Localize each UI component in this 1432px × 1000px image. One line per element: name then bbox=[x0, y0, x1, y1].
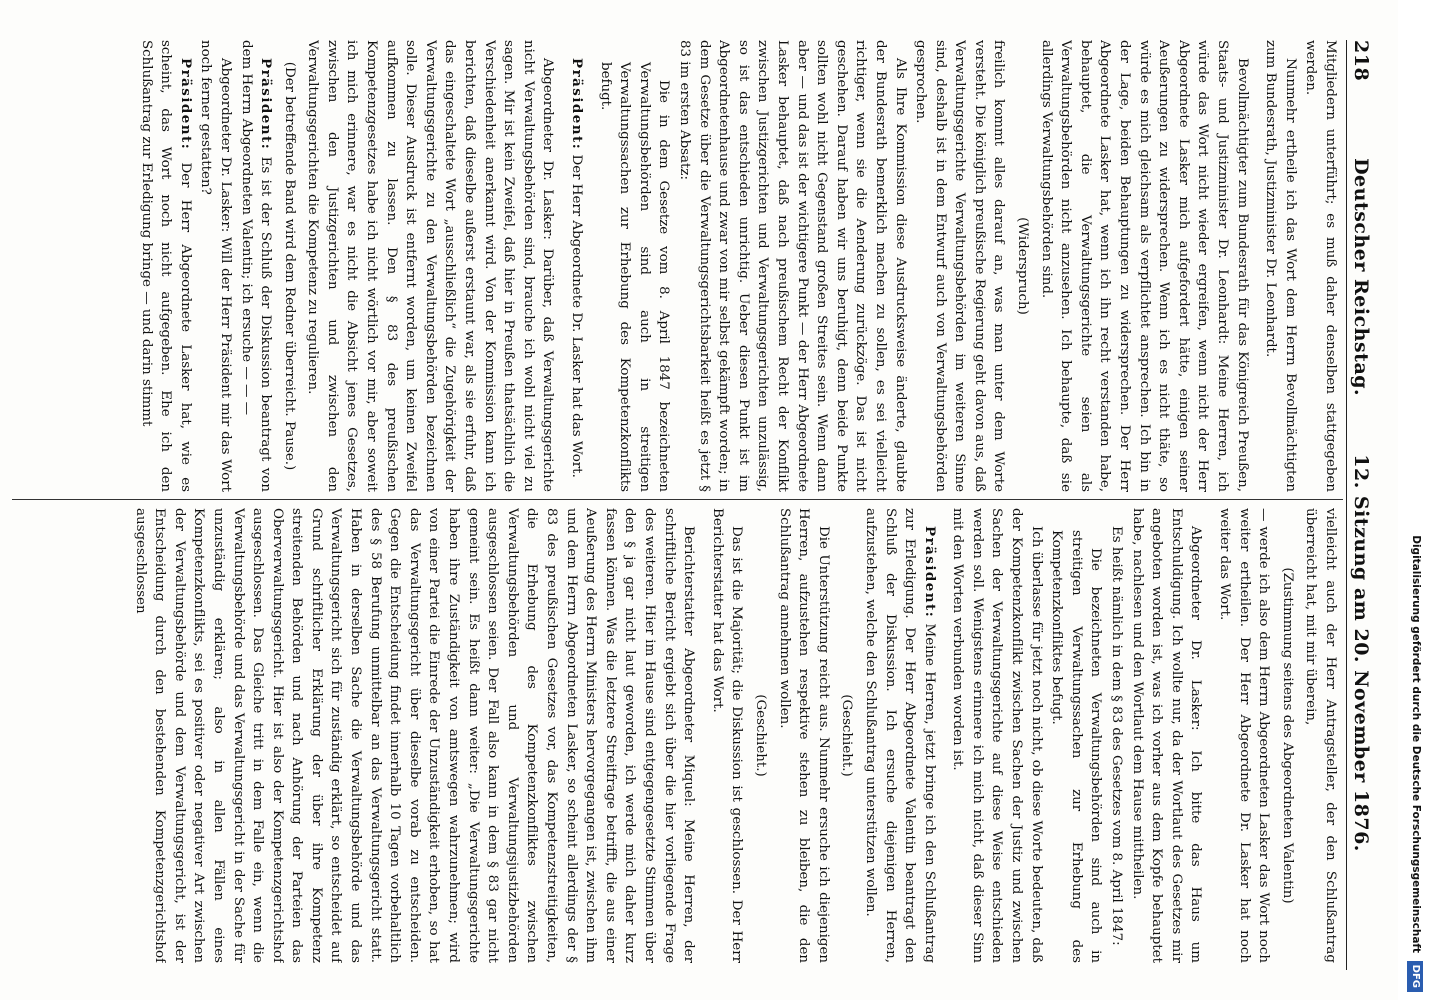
paragraph-text: Es heißt nämlich in dem § 83 des Gesetzes vom 8. April 1847: bbox=[1109, 526, 1125, 946]
stage-direction bbox=[750, 508, 770, 963]
paragraph-text: Mitgliedern unterführt; es muß daher denselben stattgegeben werden. bbox=[1303, 40, 1338, 492]
paragraph-gap bbox=[1205, 508, 1213, 963]
paragraph bbox=[130, 508, 698, 963]
paragraph bbox=[674, 40, 909, 492]
paragraph bbox=[566, 40, 586, 492]
paragraph-text: Die in dem Gesetze vom 8. April 1847 bezeichneten Verwaltungsbehörden sind auch in streitigen Verwaltungssachen zur Erhebung des Kompetenzkonflikts befugt. bbox=[597, 62, 672, 492]
paragraph bbox=[1261, 40, 1300, 492]
speaker-label: Präsident: bbox=[569, 58, 586, 151]
stage-direction bbox=[279, 40, 299, 492]
left-column bbox=[10, 40, 1340, 492]
paragraph-gap bbox=[698, 508, 706, 963]
paragraph-gap bbox=[557, 40, 565, 492]
paragraph-text: — werde ich also dem Herrn Abgeordneten Lasker das Wort noch weiter ertheilen. Der Herr Abgeordnete Dr. Lasker hat noch weiter das Wort. bbox=[1217, 508, 1272, 963]
paragraph-text: Abgeordneter Dr. Lasker: Will der Herr Präsident mir das Wort noch ferner gestatten? bbox=[198, 40, 233, 492]
speaker-label: Präsident: bbox=[921, 526, 938, 619]
paragraph bbox=[1301, 508, 1340, 963]
law-quote bbox=[1047, 530, 1106, 963]
paragraph-gap bbox=[586, 40, 594, 492]
paragraph-text: Ich überlasse für jetzt noch nicht, ob diese Worte bedeuten, daß der Kompetenzkonflikt zwischen Sachen der Justiz und zwischen Sachen der Verwaltungsgerichte auf diese Weise entschieden werden soll. Wenigstens erinnere ich mich nicht, daß dieser Sinn mit den Worten verbunden worden ist. bbox=[950, 508, 1044, 963]
paragraph-text: Als Ihre Kommission diese Ausdrucksweise änderte, glaubte der Bundesrath bemerklich machen zu sollen, es sei vielleicht richtiger, wenn sie die Aenderung zurückzöge. Das ist nicht geschehen. Darauf haben wir uns beruhigt, denn beide Punkte sollten wohl nicht Gegenstand großen Streites sein. Wenn dann aber — und das ist der wichtigere Punkt — der Herr Abgeordnete Lasker behauptet, daß nach preußischem Recht der Konflikt zwischen Justizgerichten und Verwaltungsgerichten unzulässig, so ist das entschieden unrichtig. Ueber diesen Punkt ist im Abgeordnetenhause und zwar von mir selbst gekämpft worden; in dem Gesetze über die Verwaltungsgerichtsbarkeit heißt es jetzt § 83 im ersten Absatz: bbox=[677, 40, 908, 492]
dfg-logo: DFG bbox=[1407, 961, 1423, 992]
column-divider bbox=[12, 499, 1343, 500]
paragraph-text: Die bezeichneten Verwaltungsbehörden sind auch in streitigen Verwaltungssachen zur Erhebung des Kompetenzkonfliktes befugt. bbox=[1049, 530, 1104, 963]
paragraph-text: Es ist der Schluß der Diskussion beantragt von dem Herrn Abgeordneten Valentin; ich ersuche — — — bbox=[238, 40, 274, 492]
paragraph-text: (Widerspruch) bbox=[1015, 217, 1031, 315]
paragraph-text: freilich kommt alles darauf an, was man unter dem Worte versteht. Die königlich preußische Regierung geht davon aus, daß Verwaltungsgerichte Verwaltungsbehörden im weiteren Sinne sind, deshalb ist in dem Entwurf auch von Verwaltungsbehörden gesprochen. bbox=[913, 40, 1007, 492]
speaker-label: Präsident: bbox=[258, 58, 275, 151]
paragraph bbox=[1036, 40, 1252, 492]
paragraph bbox=[236, 40, 275, 492]
digitization-text: Digitalisierung gefördert durch die Deutsche Forschungsgemeinschaft bbox=[1410, 535, 1422, 953]
paragraph-text: (Geschieht.) bbox=[839, 694, 855, 777]
paragraph-text: Das ist die Majorität; die Diskussion ist geschlossen. Der Herr Berichterstatter hat das Wort. bbox=[709, 508, 745, 963]
paragraph bbox=[303, 40, 558, 492]
page-header bbox=[1346, 40, 1390, 970]
stage-direction bbox=[837, 508, 857, 963]
paragraph bbox=[774, 508, 833, 963]
paragraph-text: Abgeordneter Dr. Lasker: Ich bitte das Haus um Entschuldigung. Ich wollte nur, da der Wortlaut des Gesetzes mir angeboten worden ist, was ich vorher aus dem Kopfe behauptet habe, nachlesen und den Wortlaut dem Hause mittheilen. bbox=[1129, 508, 1204, 963]
paragraph-text: vielleicht auch der Herr Antragsteller, der den Schlußantrag überreicht hat, mit mir überein, bbox=[1303, 508, 1338, 963]
paragraph bbox=[860, 508, 938, 963]
paragraph-gap bbox=[939, 508, 947, 963]
digitization-note bbox=[1403, 8, 1429, 992]
paragraph bbox=[1214, 508, 1273, 963]
page-number: 218 bbox=[1350, 40, 1372, 82]
paragraph bbox=[1127, 508, 1205, 963]
right-column bbox=[10, 508, 1340, 963]
paragraph-text: Der Herr Abgeordnete Dr. Lasker hat das Wort. bbox=[569, 154, 585, 478]
paragraph bbox=[1301, 40, 1340, 492]
paragraph-text: (Zustimmung seitens des Abgeordneten Valentin) bbox=[1279, 567, 1295, 904]
paragraph-text: Nunmehr ertheile ich das Wort dem Herrn Bevollmächtigten zum Bundesrath, Justizminister Dr. Leonhardt. bbox=[1263, 40, 1298, 492]
speaker-label: Präsident: bbox=[177, 58, 194, 151]
session-title: 12. Sitzung am 20. November 1876. bbox=[1350, 454, 1372, 852]
stage-direction bbox=[1013, 40, 1033, 492]
paragraph-text: Bevollmächtigter zum Bundesrath für das Königreich Preußen, Staats- und Justizminister Dr. Leonhardt: Meine Herren, ich würde das Wort nicht wieder ergreifen, wenn nicht der Herr Abgeordnete Lasker mich aufgefordert hätte, einigen seiner Aeußerungen zu widersprechen. Wenn ich es nicht thäte, so würde es mich gleichsam als verpflichtet ansprechen. Ich bin in der Lage, beiden Behauptungen zu widersprechen. Der Herr Abgeordnete Lasker hat, wenn ich ihn recht verstanden habe, behauptet, die Verwaltungsgerichte seien als Verwaltungsbehörden nicht anzusehen. Ich behaupte, daß sie allerdings Verwaltungsbehörden sind. bbox=[1038, 40, 1250, 492]
law-quote bbox=[595, 62, 673, 492]
paragraph bbox=[136, 40, 195, 492]
paragraph bbox=[911, 40, 1009, 492]
paragraph-text: Berichterstatter Abgeordneter Miquel: Meine Herren, der schriftliche Bericht ergiebt sich über die hier vorliegende Frage des weiteren. Hier im Hause sind entgegengesetzte Stimmen über den § ja gar nicht laut geworden, ich werde mich daher kurz fassen können. Was die letztere Streitfrage betrifft, die aus einer Aeußerung des Herrn Ministers hervorgegangen ist, zwischen ihm und dem Herrn Abgeordneten Lasker, so scheint allerdings der § 83 des preußischen Gesetzes vor, das Kompetenzstreitigkeiten, die Erhebung des Kompetenzkonfliktes zwischen Verwaltungsbehörden und Verwaltungsjustizbehörden ausgeschlossen seien. Der Fall also kann in dem § 83 gar nicht gemeint sein. Es heißt dann weiter: „Die Verwaltungsgerichte haben ihre Zuständigkeit von amtswegen wahrzunehmen; wird von einer Partei die Einrede der Unzuständigkeit erhoben, so hat das Verwaltungsgericht über dieselbe vorab zu entscheiden. Gegen die Entscheidung findet innerhalb 10 Tagen vorbehaltlich des § 58 Berufung unmittelbar an das Verwaltungsgericht statt. Haben in derselben Sache die Verwaltungsbehörde und das Verwaltungsgericht sich für zuständig erklärt, so entscheidet auf Grund schriftlicher Erklärung der über ihre Kompetenz streitenden Behörden und nach Anhörung der Parteien das Oberverwaltungsgericht. Hier ist also der Kompetenzgerichtshof ausgeschlossen. Das Gleiche tritt in dem Falle ein, wenn die Verwaltungsbehörde und das Verwaltungsgericht in der Sache für unzuständig erklären; also in allen Fällen eines Kompetenzkonflikts, sei es positiver oder negativer Art zwischen der Verwaltungsbehörde und dem Verwaltungsgericht, ist der Entscheidung durch den bestehenden Kompetenzgerichtshof ausgeschlossen bbox=[132, 508, 697, 963]
paragraph-text: Die Unterstützung reicht aus. Nunmehr ersuche ich diejenigen Herren, aufzustehen respektive stehen zu bleiben, die den Schlußantrag annehmen wollen. bbox=[776, 508, 831, 963]
paragraph bbox=[1106, 508, 1126, 963]
paragraph-text: (Geschieht.) bbox=[752, 694, 768, 777]
paragraph bbox=[948, 508, 1046, 963]
paragraph-text: Abgeordneter Dr. Lasker: Darüber, daß Verwaltungsgerichte nicht Verwaltungsbehörden sind, brauche ich wohl nicht viel zu sagen. Mir ist kein Zweifel, daß hier in Preußen thatsächlich die Verschiedenheit anerkannt wird. Von der Kommission kann ich berichten, daß dieselbe außerst erstaunt war, als sie erfuhr, daß das eingeschaltete Wort „ausschließlich“ die Zugehörigkeit der Verwaltungsgerichte zu den Verwaltungsbehörden bezeichnen solle. Dieser Ausdruck ist entfernt worden, um keinen Zweifel aufkommen zu lassen. Den § 83 des preußischen Kompetenzgesetzes habe ich nicht wörtlich vor mir, aber soweit ich mich erinnere, war es nicht die Absicht jenes Gesetzes, zwischen den Justizgerichten und zwischen den Verwaltungsgerichten die Kompetenz zu regulieren. bbox=[305, 40, 556, 492]
paragraph bbox=[196, 40, 235, 492]
paragraph-gap bbox=[1252, 40, 1260, 492]
publication-title: Deutscher Reichstag. bbox=[1350, 158, 1372, 397]
paragraph-text: (Der betreffende Band wird dem Redner überreicht. Pause.) bbox=[281, 61, 297, 471]
paragraph-text: Meine Herren, jetzt bringe ich den Schlußantrag zur Erledigung. Der Herr Abgeordnete Valentin beantragt den Schluß der Diskussion. Ich ersuche diejenigen Herren, aufzustehen, welche den Schlußantrag unterstützen wollen. bbox=[862, 508, 937, 963]
stage-direction bbox=[1277, 508, 1297, 963]
paragraph-text: Der Herr Abgeordnete Lasker hat, wie es scheint, das Wort noch nicht aufgegeben. Ehe ich den Schlußantrag zur Erledigung bringe — und darin stimmt bbox=[138, 40, 193, 492]
paragraph bbox=[707, 508, 746, 963]
